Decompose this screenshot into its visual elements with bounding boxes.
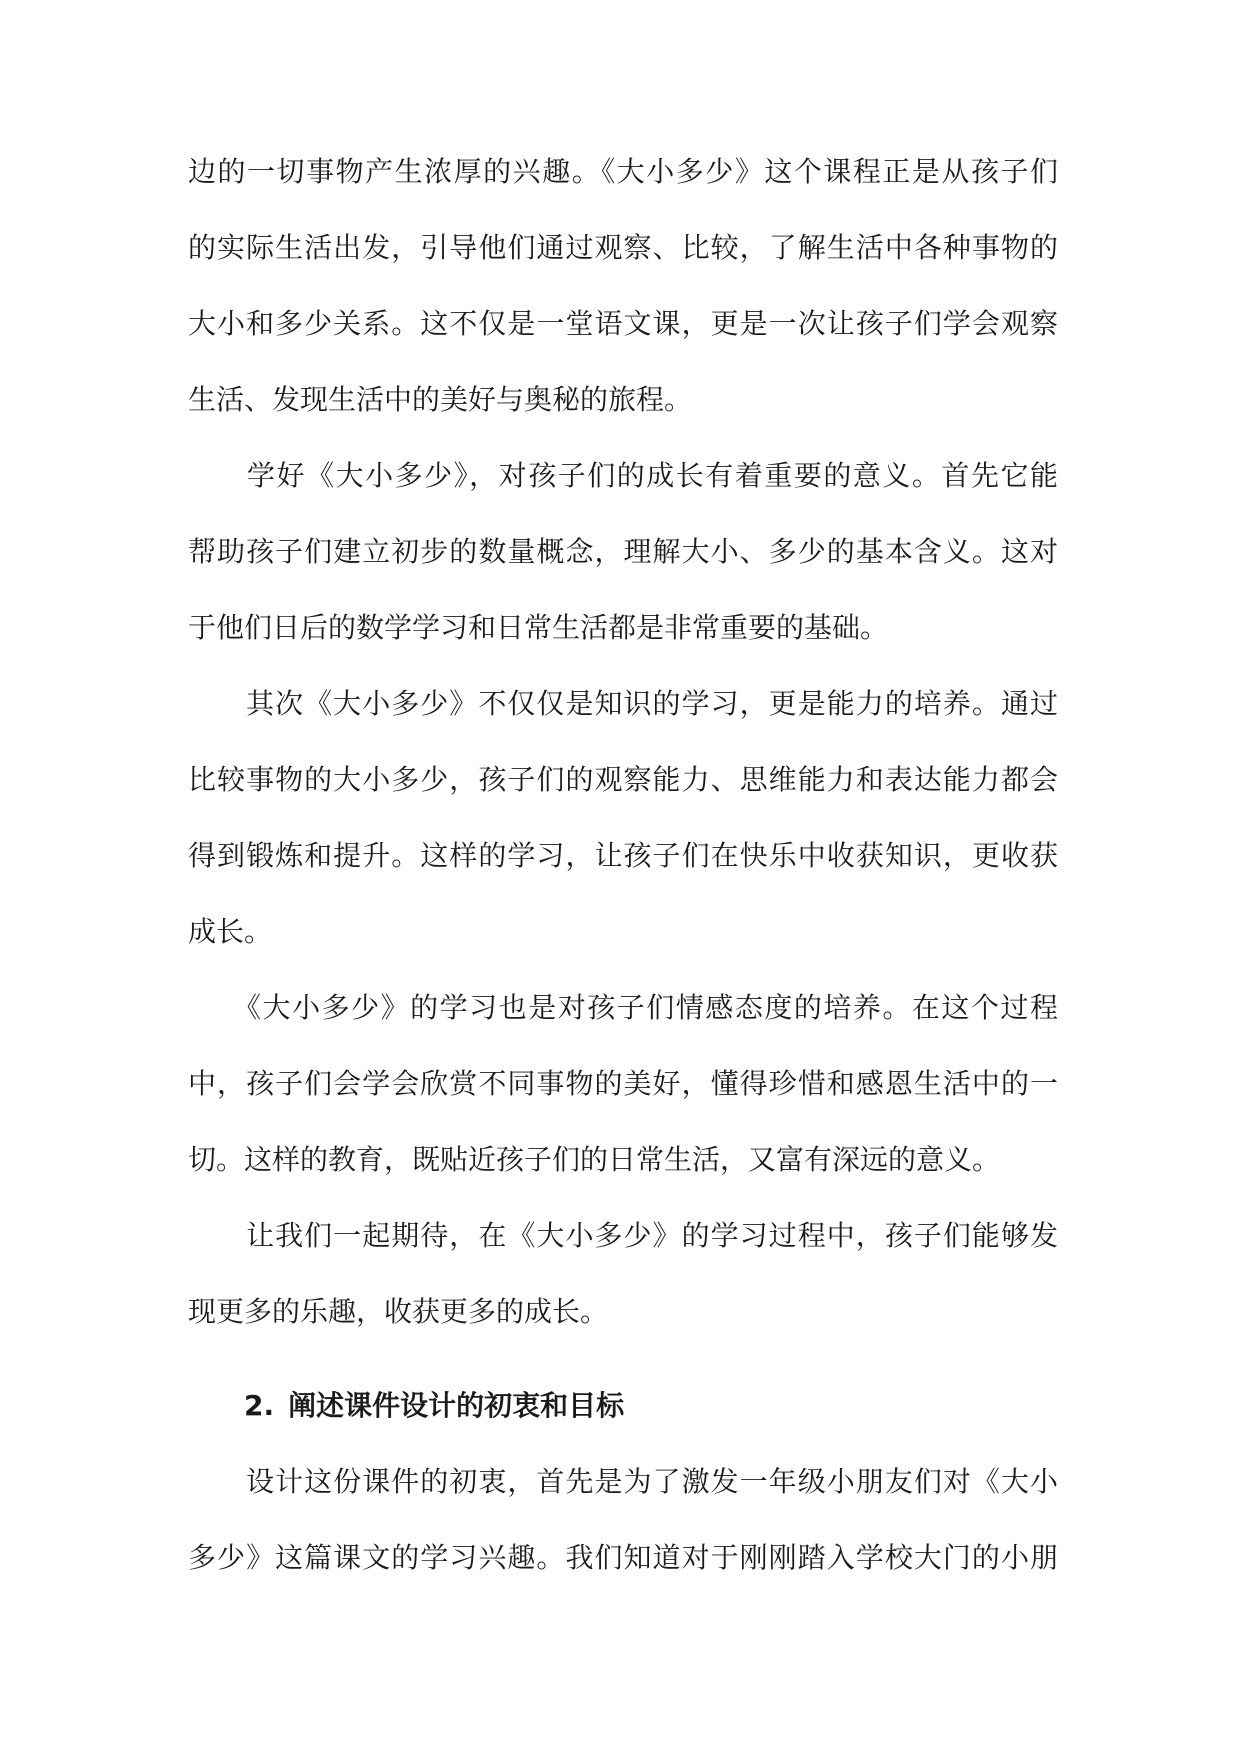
text-line: 多少》这篇课文的学习兴趣。我们知道对于刚刚踏入学校大门的小朋 xyxy=(188,1541,1058,1574)
text-line: 成长。 xyxy=(188,915,273,948)
text-line: 大小和多少关系。这不仅是一堂语文课，更是一次让孩子们学会观察 xyxy=(188,307,1058,340)
text-line: 生活、发现生活中的美好与奥秘的旅程。 xyxy=(188,383,693,416)
text-line: 帮助孩子们建立初步的数量概念，理解大小、多少的基本含义。这对 xyxy=(188,535,1058,568)
document-body xyxy=(188,134,1058,1596)
paragraph xyxy=(188,438,1058,666)
paragraph xyxy=(188,1444,1058,1596)
text-line: 边的一切事物产生浓厚的兴趣。《大小多少》这个课程正是从孩子们 xyxy=(188,155,1058,188)
text-line: 其次《大小多少》不仅仅是知识的学习，更是能力的培养。通过 xyxy=(188,687,1058,720)
text-line: 《大小多少》的学习也是对孩子们情感态度的培养。在这个过程 xyxy=(188,991,1058,1024)
text-line: 设计这份课件的初衷，首先是为了激发一年级小朋友们对《大小 xyxy=(188,1465,1058,1498)
section-title: 阐述课件设计的初衷和目标 xyxy=(288,1389,625,1422)
text-line: 学好《大小多少》，对孩子们的成长有着重要的意义。首先它能 xyxy=(188,459,1058,492)
text-line: 的实际生活出发，引导他们通过观察、比较，了解生活中各种事物的 xyxy=(188,231,1058,264)
paragraph xyxy=(188,666,1058,970)
text-line: 现更多的乐趣，收获更多的成长。 xyxy=(188,1295,609,1328)
text-line: 让我们一起期待，在《大小多少》的学习过程中，孩子们能够发 xyxy=(188,1219,1058,1252)
text-line: 得到锻炼和提升。这样的学习，让孩子们在快乐中收获知识，更收获 xyxy=(188,839,1058,872)
text-line: 于他们日后的数学学习和日常生活都是非常重要的基础。 xyxy=(188,611,889,644)
text-line: 切。这样的教育，既贴近孩子们的日常生活，又富有深远的意义。 xyxy=(188,1143,1001,1176)
paragraph xyxy=(188,970,1058,1198)
paragraph xyxy=(188,1198,1058,1350)
text-line: 中，孩子们会学会欣赏不同事物的美好，懂得珍惜和感恩生活中的一 xyxy=(188,1067,1058,1100)
text-line: 比较事物的大小多少，孩子们的观察能力、思维能力和表达能力都会 xyxy=(188,763,1058,796)
section-heading xyxy=(188,1368,1058,1444)
paragraph xyxy=(188,134,1058,438)
section-number: 2. xyxy=(244,1389,275,1422)
